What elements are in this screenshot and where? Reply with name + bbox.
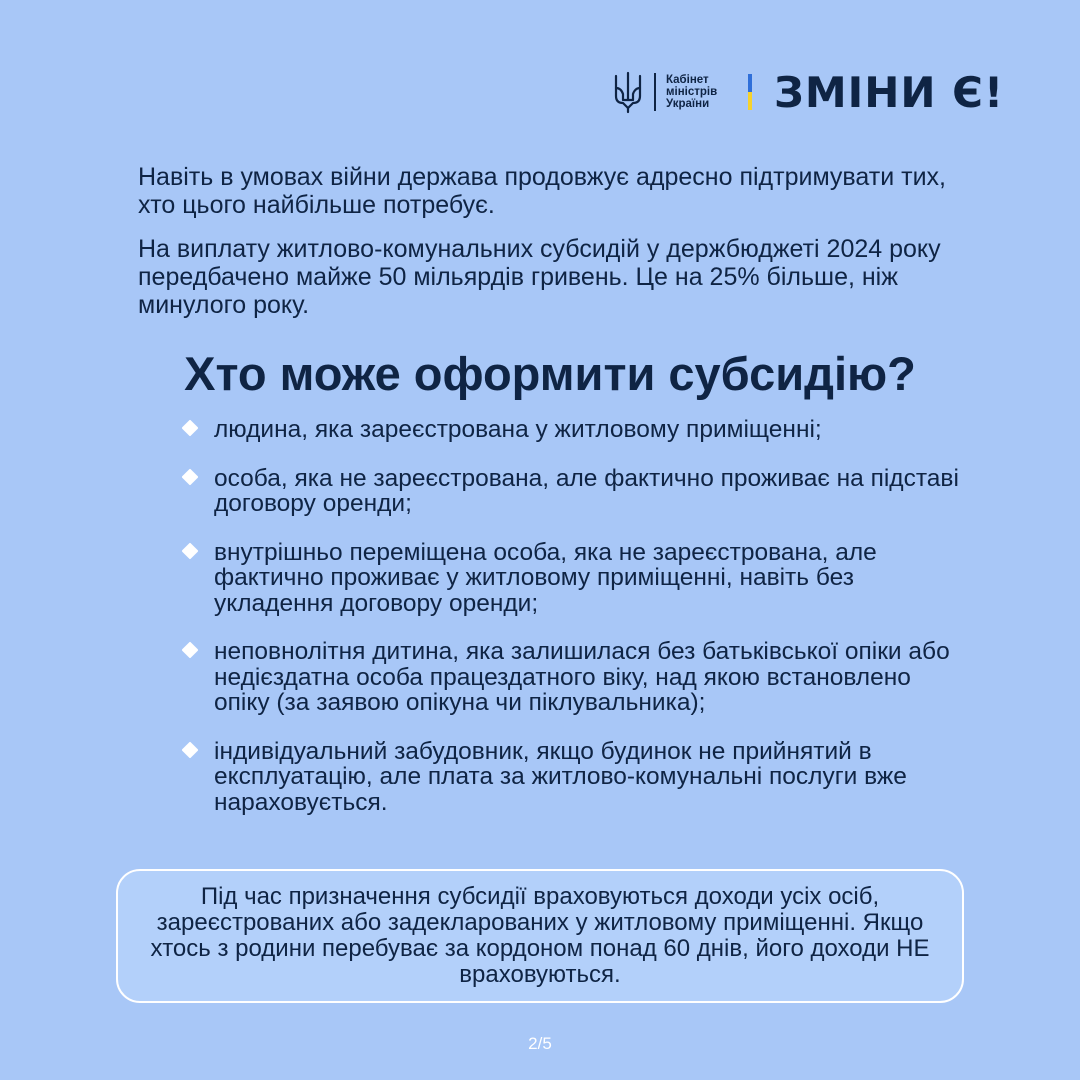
trident-icon xyxy=(612,70,644,114)
list-item-text: внутрішньо переміщена особа, яка не зареєстрована, але фактично проживає у житловому приміщенні, навіть без укладення договору оренди; xyxy=(214,538,877,617)
ukraine-flag-bar xyxy=(748,74,752,110)
flag-blue-stripe xyxy=(748,74,752,92)
intro-paragraph-2: На виплату житлово-комунальних субсидій у держбюджеті 2024 року передбачено майже 50 мільярдів гривень. Це на 25% більше, ніж минулого року. xyxy=(138,235,941,319)
diamond-bullet-icon xyxy=(182,741,199,758)
list-item xyxy=(180,417,960,443)
eligibility-list xyxy=(180,417,960,838)
list-item-text: неповнолітня дитина, яка залишилася без батьківської опіки або недієздатна особа працездатного віку, над якою встановлено опіку (за заявою опікуна чи піклувальника); xyxy=(214,638,950,716)
page-indicator: 2/5 xyxy=(528,1034,552,1053)
list-item xyxy=(180,540,960,617)
intro-paragraph-1: Навіть в умовах війни держава продовжує адресно підтримувати тих, хто цього найбільше потребує. xyxy=(138,163,946,219)
diamond-bullet-icon xyxy=(182,468,199,485)
income-note-text: Під час призначення субсидії враховуються доходи усіх осіб, зареєстрованих або задекларованих у житловому приміщенні. Якщо хтось з родини перебуває за кордоном понад 60 днів, його доходи НЕ враховуються. xyxy=(150,883,930,988)
logo-divider xyxy=(654,73,656,111)
intro-text xyxy=(138,163,958,335)
list-item xyxy=(180,466,960,517)
diamond-bullet-icon xyxy=(182,542,199,559)
cabinet-line-1: Кабінет xyxy=(666,74,709,86)
list-item-text: особа, яка не зареєстрована, але фактично проживає на підставі договору оренди; xyxy=(214,464,959,517)
cabinet-logotype xyxy=(666,74,734,110)
diamond-bullet-icon xyxy=(182,420,199,437)
list-item-text: індивідуальний забудовник, якщо будинок не прийнятий в експлуатацію, але плата за житлово-комунальні послуги вже нараховується. xyxy=(214,737,907,816)
diamond-bullet-icon xyxy=(182,642,199,659)
header-logos xyxy=(612,64,1004,120)
cabinet-line-3: України xyxy=(666,98,710,110)
flag-yellow-stripe xyxy=(748,92,752,110)
list-item-text: людина, яка зареєстрована у житловому приміщенні; xyxy=(214,416,822,443)
cabinet-line-2: міністрів xyxy=(666,86,718,98)
section-heading: Хто може оформити субсидію? xyxy=(184,347,916,400)
list-item xyxy=(180,639,960,716)
list-item xyxy=(180,739,960,816)
income-note-box xyxy=(116,869,964,1003)
brand-logotype: ЗМІНИ Є! xyxy=(774,67,1005,117)
